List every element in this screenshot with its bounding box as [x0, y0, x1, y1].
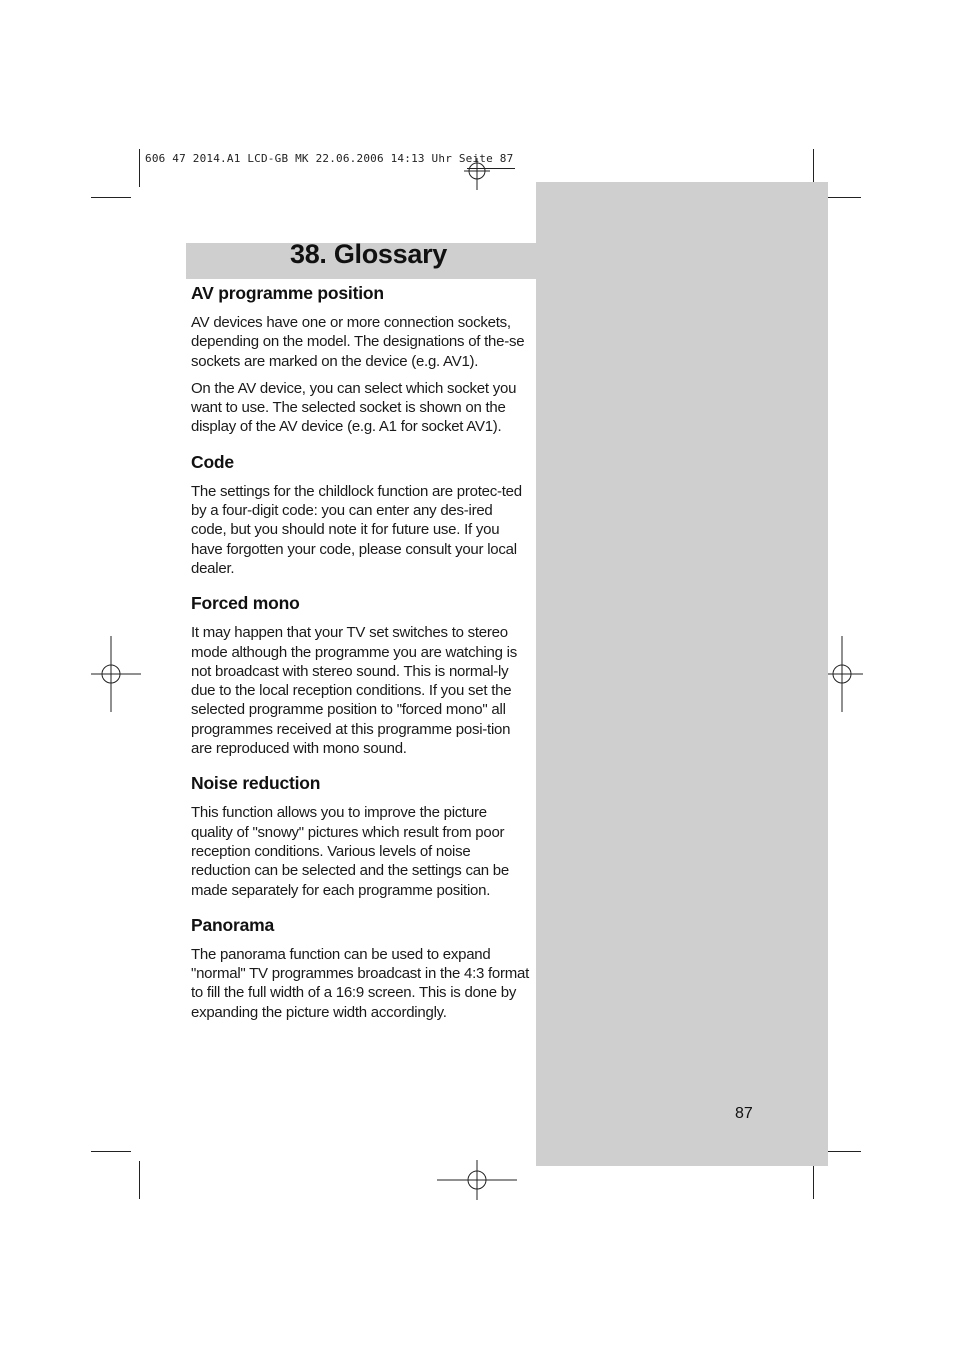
entry-heading: Forced mono [191, 593, 300, 614]
glossary-content [191, 282, 531, 1030]
entry-paragraph: AV devices have one or more connection sockets, depending on the model. The designations of the-se sockets are marked on the device (e.g. AV1). [191, 314, 525, 370]
entry-paragraph: This function allows you to improve the picture quality of "snowy" pictures which result from poor reception conditions. Various levels of noise reduction can be selected and the settings can be made separately for each programme position. [191, 804, 509, 899]
crop-mark [139, 149, 140, 187]
crop-mark [823, 197, 861, 198]
glossary-entry [191, 592, 531, 758]
crop-mark [139, 1161, 140, 1199]
crop-mark [91, 1151, 131, 1152]
glossary-entry [191, 451, 531, 578]
side-panel [536, 182, 828, 1166]
entry-heading: Panorama [191, 914, 275, 935]
page-number: 87 [735, 1105, 753, 1122]
page-title: 38. Glossary [290, 239, 448, 269]
print-slug: 606 47 2014.A1 LCD-GB MK 22.06.2006 14:13 Uhr Seite 87 [145, 152, 514, 165]
crop-mark [823, 1151, 861, 1152]
crop-mark [813, 1161, 814, 1199]
entry-heading: Noise reduction [191, 773, 321, 794]
entry-heading: AV programme position [191, 283, 384, 303]
glossary-entry [191, 282, 531, 437]
entry-paragraph: The panorama function can be used to expand "normal" TV programmes broadcast in the 4:3 format to fill the full width of a 16:9 screen. This is done by expanding the picture width accordingly. [191, 945, 530, 1021]
entry-heading: Code [191, 451, 234, 472]
entry-paragraph: The settings for the childlock function are protec-ted by a four-digit code: you can enter any des-ired code, but you should note it for future use. If you have forgotten your code, please consult your local dealer. [191, 482, 522, 577]
entry-paragraph: It may happen that your TV set switches to stereo mode although the programme you are watching is not broadcast with stereo sound. This is normal-ly due to the local reception conditions. If you set the selected programme position to "forced mono" all programmes received at this programme posi-tion are reproduced with mono sound. [191, 624, 517, 758]
registration-mark-icon [464, 158, 490, 190]
glossary-entry [191, 772, 531, 899]
entry-paragraph: On the AV device, you can select which socket you want to use. The selected socket is shown on the display of the AV device (e.g. A1 for socket AV1). [191, 379, 517, 436]
crop-mark [91, 197, 131, 198]
registration-mark-icon [437, 1160, 517, 1200]
registration-mark-icon [91, 636, 141, 712]
glossary-entry [191, 914, 531, 1022]
